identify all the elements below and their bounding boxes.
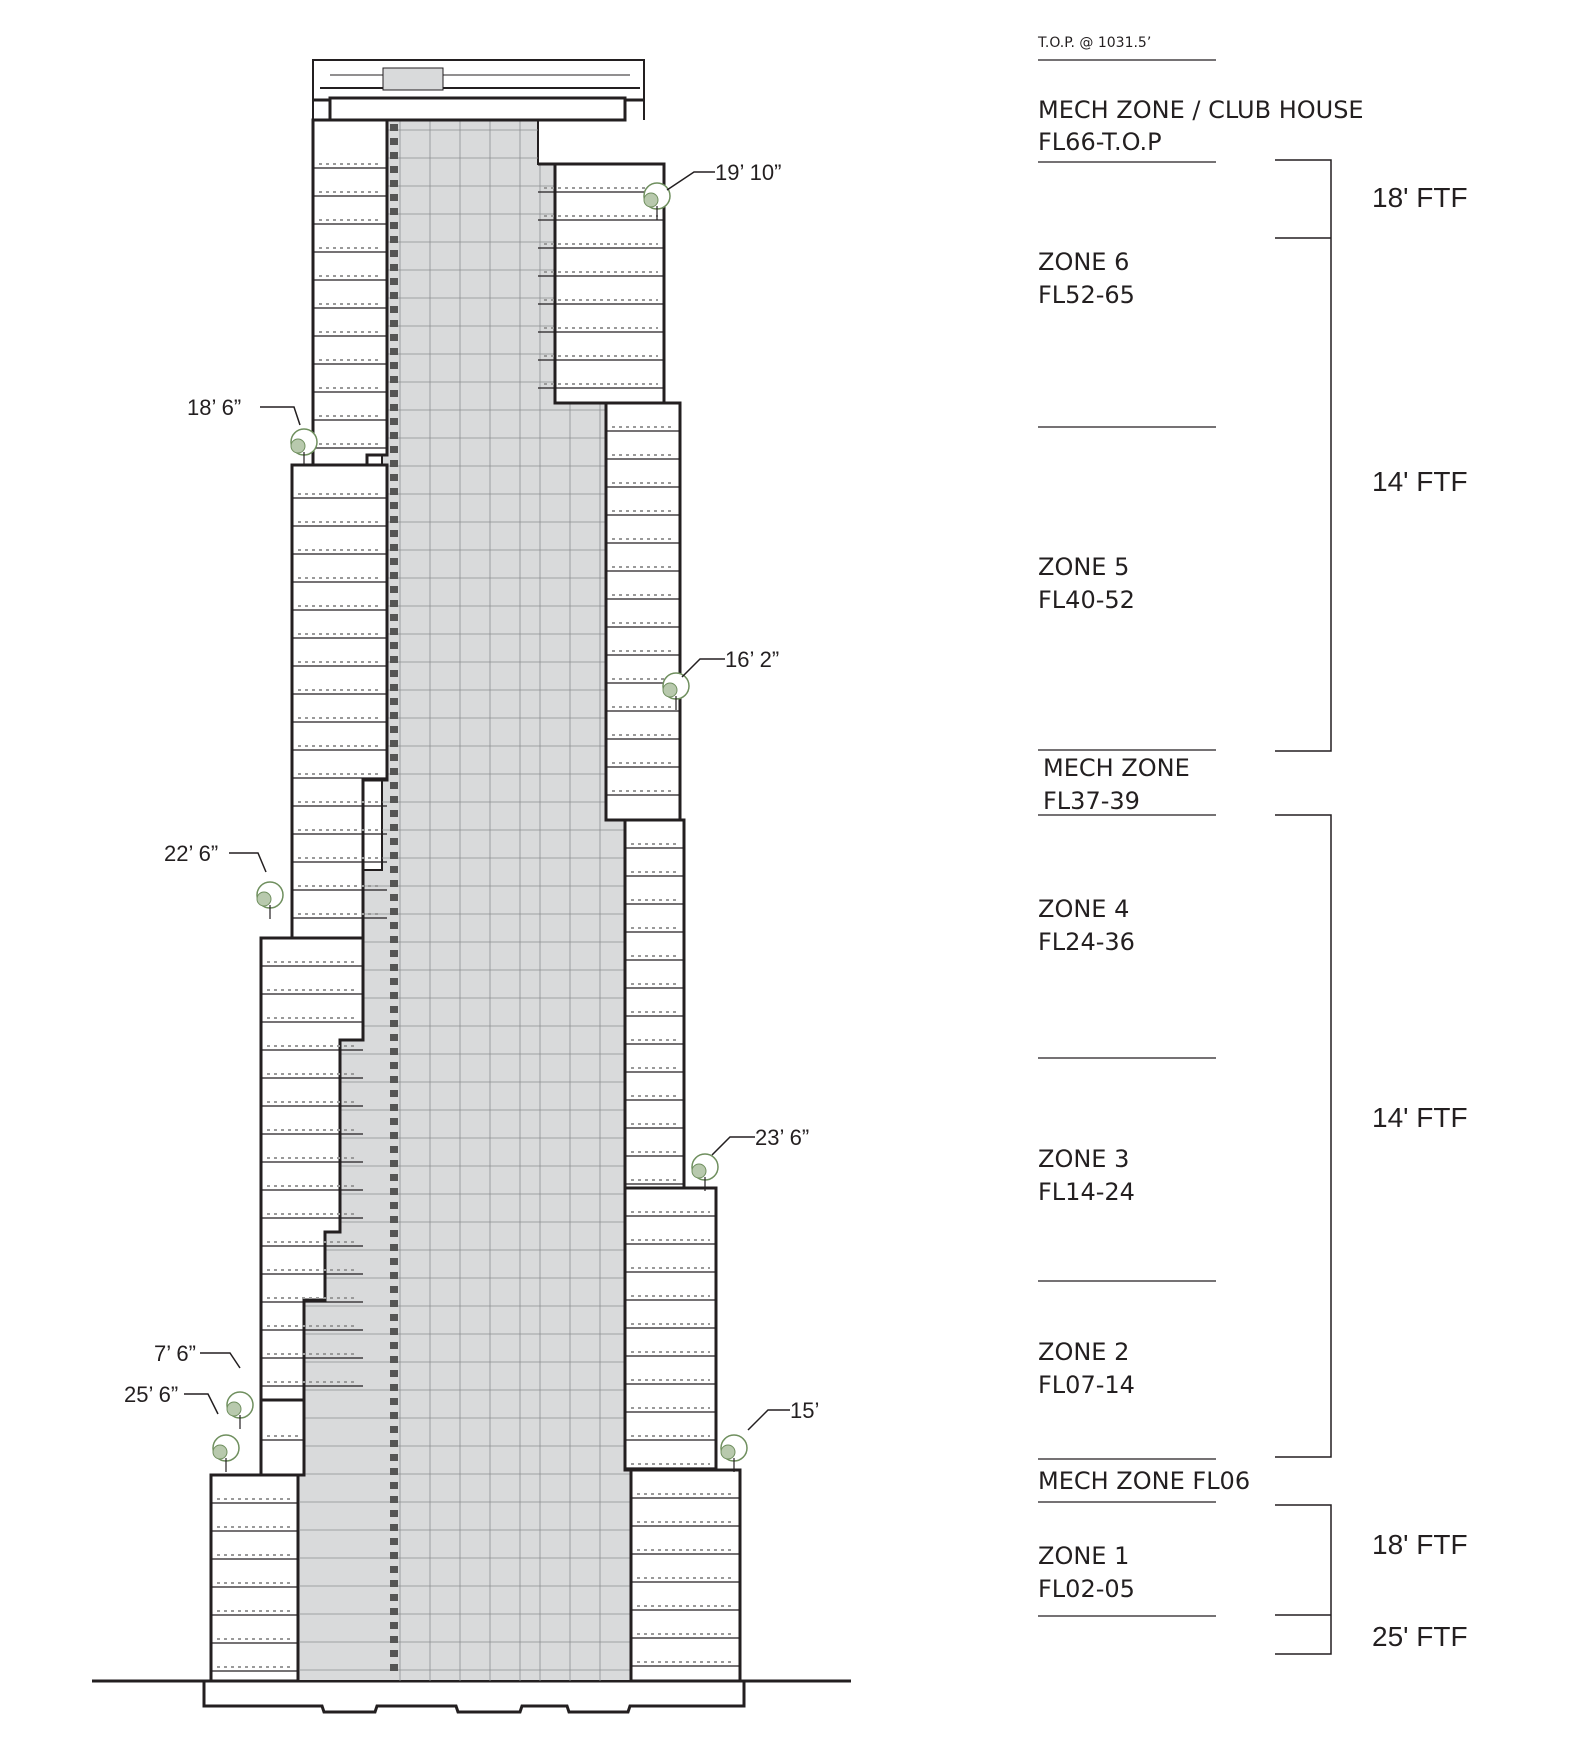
tree-foliage	[227, 1402, 241, 1416]
zone-floors: FL52-65	[1038, 281, 1135, 309]
core-window	[390, 810, 398, 817]
zone-name: ZONE 6	[1038, 248, 1130, 276]
core-window	[390, 1132, 398, 1139]
core-window	[390, 1454, 398, 1461]
core-window	[390, 1580, 398, 1587]
setback-label: 16’ 2”	[725, 647, 780, 672]
core-window	[390, 432, 398, 439]
zone-floors: FL66-T.O.P	[1038, 128, 1162, 156]
core-window	[390, 320, 398, 327]
core-window	[390, 306, 398, 313]
ftf-label: 14' FTF	[1372, 1102, 1468, 1133]
core-window	[390, 642, 398, 649]
core-window	[390, 1482, 398, 1489]
tree-foliage	[721, 1445, 735, 1459]
setback-label: 22’ 6”	[164, 841, 219, 866]
core-window	[390, 1174, 398, 1181]
core-window	[390, 740, 398, 747]
core-window	[390, 544, 398, 551]
core-window	[390, 992, 398, 999]
zone-name: MECH ZONE FL06	[1038, 1467, 1251, 1495]
core-window	[390, 264, 398, 271]
core-window	[390, 1664, 398, 1671]
core-window	[390, 1552, 398, 1559]
core-window	[390, 782, 398, 789]
core-window	[390, 1090, 398, 1097]
tree-foliage	[663, 683, 677, 697]
core-window	[390, 1650, 398, 1657]
core-window	[390, 1566, 398, 1573]
core-window	[390, 446, 398, 453]
core-window	[390, 1314, 398, 1321]
core-window	[390, 1202, 398, 1209]
core-window	[390, 586, 398, 593]
core-window	[390, 376, 398, 383]
core-window	[390, 1118, 398, 1125]
ftf-label: 14' FTF	[1372, 466, 1468, 497]
zone-name: ZONE 1	[1038, 1542, 1130, 1570]
ftf-label: 25' FTF	[1372, 1621, 1468, 1652]
core-window	[390, 208, 398, 215]
zone-name: MECH ZONE / CLUB HOUSE	[1038, 96, 1364, 124]
core-window	[390, 1300, 398, 1307]
core-window	[390, 1160, 398, 1167]
core-window	[390, 614, 398, 621]
core-window	[390, 1370, 398, 1377]
core-window	[390, 1608, 398, 1615]
zone-name: ZONE 5	[1038, 553, 1130, 581]
ftf-brackets	[1275, 160, 1331, 1654]
left-volume-lower	[261, 1400, 304, 1475]
core-window	[390, 1244, 398, 1251]
zone-floors: FL37-39	[1043, 787, 1140, 815]
core-window	[390, 964, 398, 971]
core-window	[390, 1328, 398, 1335]
core-window	[390, 362, 398, 369]
core-window	[390, 236, 398, 243]
core-window	[390, 348, 398, 355]
core-window	[390, 1398, 398, 1405]
core-window	[390, 390, 398, 397]
zone-labels	[1038, 96, 1364, 1603]
core-window	[390, 1188, 398, 1195]
core-window	[390, 488, 398, 495]
core-window	[390, 558, 398, 565]
core-window	[390, 1538, 398, 1545]
core-window	[390, 138, 398, 145]
core-window	[390, 600, 398, 607]
zone-name: ZONE 2	[1038, 1338, 1130, 1366]
core-window	[390, 180, 398, 187]
zone-legend	[1037, 35, 1468, 1654]
left-volume-upper	[292, 465, 387, 938]
core-window	[390, 1076, 398, 1083]
core-window	[390, 950, 398, 957]
core-window	[390, 278, 398, 285]
core-window	[390, 978, 398, 985]
core-window	[390, 754, 398, 761]
core-window	[390, 1356, 398, 1363]
setback-label: 7’ 6”	[154, 1341, 196, 1366]
core-window	[390, 1510, 398, 1517]
ftf-label: 18' FTF	[1372, 182, 1468, 213]
core-window	[390, 460, 398, 467]
ftf-label: 18' FTF	[1372, 1529, 1468, 1560]
core-window	[390, 1272, 398, 1279]
setback-label: 15’	[790, 1398, 820, 1423]
core-window	[390, 572, 398, 579]
core-window	[390, 628, 398, 635]
ftf-labels	[1372, 182, 1468, 1652]
core-window	[390, 824, 398, 831]
core-window	[390, 1440, 398, 1447]
zone-floors: FL14-24	[1038, 1178, 1135, 1206]
tree-foliage	[257, 892, 271, 906]
core-window	[390, 166, 398, 173]
core-window	[390, 1146, 398, 1153]
core-window	[390, 1020, 398, 1027]
setback-label: 18’ 6”	[187, 395, 242, 420]
core-window	[390, 1048, 398, 1055]
core-window	[390, 516, 398, 523]
core-window	[390, 222, 398, 229]
core-window	[390, 1034, 398, 1041]
core-window	[390, 474, 398, 481]
right-volume-middle	[625, 820, 684, 1188]
core-window	[390, 1412, 398, 1419]
core-window	[390, 922, 398, 929]
core-window	[390, 712, 398, 719]
core-window	[390, 1104, 398, 1111]
core-window	[390, 936, 398, 943]
core-window	[390, 1216, 398, 1223]
core-window	[390, 670, 398, 677]
tree-foliage	[692, 1164, 706, 1178]
crown	[313, 60, 644, 120]
zone-floors: FL40-52	[1038, 586, 1135, 614]
core-window	[390, 1258, 398, 1265]
core-window	[390, 1006, 398, 1013]
setback-label: 25’ 6”	[124, 1382, 179, 1407]
core-window	[390, 726, 398, 733]
tree-foliage	[291, 439, 305, 453]
core-window	[390, 334, 398, 341]
building-section	[92, 60, 851, 1712]
core-window	[390, 1062, 398, 1069]
core-window	[390, 292, 398, 299]
core-window	[390, 1524, 398, 1531]
core-window	[390, 796, 398, 803]
right-volume-upper	[606, 403, 680, 820]
core-window	[390, 684, 398, 691]
core-window	[390, 880, 398, 887]
foundation	[204, 1681, 744, 1712]
core-window	[390, 1468, 398, 1475]
core-window	[390, 656, 398, 663]
zone-floors: FL02-05	[1038, 1575, 1135, 1603]
setback-label: 19’ 10”	[715, 160, 782, 185]
setback-label: 23’ 6”	[755, 1125, 810, 1150]
core-window	[390, 194, 398, 201]
core-window	[390, 418, 398, 425]
core-window	[390, 250, 398, 257]
core-window	[390, 1426, 398, 1433]
zone-name: ZONE 4	[1038, 895, 1130, 923]
core-window	[390, 1622, 398, 1629]
left-volume-top	[313, 120, 387, 470]
core-window	[390, 852, 398, 859]
zone-floors: FL24-36	[1038, 928, 1135, 956]
core-window	[390, 404, 398, 411]
core-window	[390, 1594, 398, 1601]
core-window	[390, 152, 398, 159]
right-podium	[631, 1470, 740, 1681]
left-podium	[211, 1475, 298, 1681]
core-window	[390, 768, 398, 775]
core-window	[390, 698, 398, 705]
core-window	[390, 1496, 398, 1503]
core-window	[390, 1342, 398, 1349]
zone-name: MECH ZONE	[1043, 754, 1190, 782]
core-window	[390, 1230, 398, 1237]
core-window	[390, 894, 398, 901]
zone-name: ZONE 3	[1038, 1145, 1130, 1173]
zone-floors: FL07-14	[1038, 1371, 1135, 1399]
core-window	[390, 908, 398, 915]
tree-foliage	[213, 1445, 227, 1459]
core-window	[390, 1286, 398, 1293]
core-window	[390, 866, 398, 873]
tree-foliage	[644, 193, 658, 207]
top-of-parapet-label: T.O.P. @ 1031.5’	[1038, 35, 1152, 51]
right-volume-lower	[625, 1188, 716, 1470]
core-window	[390, 1384, 398, 1391]
core-window	[390, 124, 398, 131]
core-window	[390, 838, 398, 845]
core-window	[390, 1636, 398, 1643]
core-window	[390, 502, 398, 509]
core-window	[390, 530, 398, 537]
